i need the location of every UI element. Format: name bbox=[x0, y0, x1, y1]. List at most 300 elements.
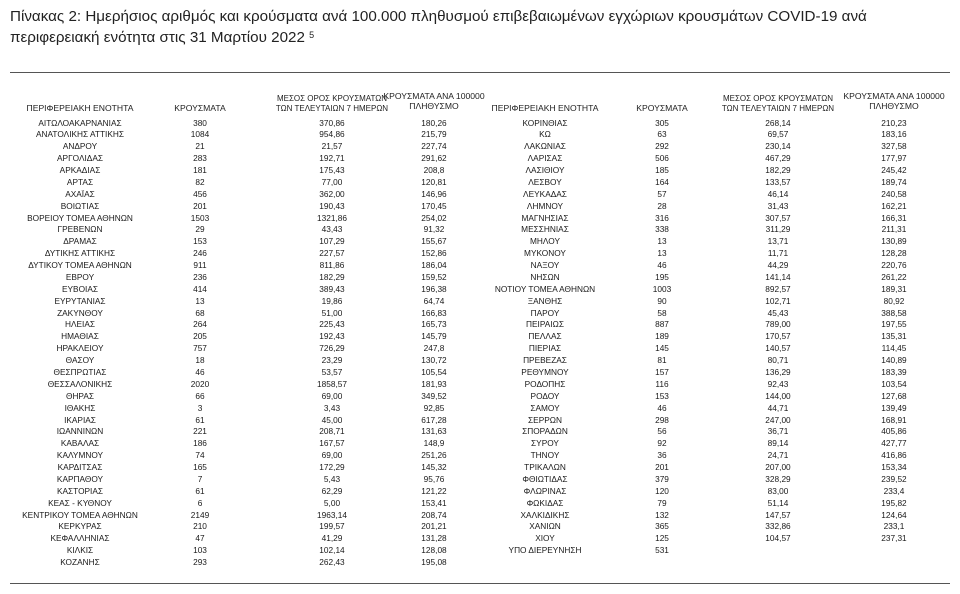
cases-value: 201 bbox=[193, 200, 207, 211]
seven-day-avg-value: 133,57 bbox=[765, 176, 791, 187]
seven-day-avg-value: 77,00 bbox=[321, 176, 343, 187]
cases-per-100k-value: 189,31 bbox=[881, 283, 907, 294]
cases-value: 365 bbox=[655, 521, 669, 532]
unit-name: ΗΜΑΘΙΑΣ bbox=[61, 331, 99, 342]
cases-per-100k-value: 177,97 bbox=[881, 153, 907, 164]
cases-value: 157 bbox=[655, 366, 669, 377]
table-row bbox=[0, 213, 960, 224]
unit-name: ΚΑΡΠΑΘΟΥ bbox=[56, 473, 104, 484]
cases-value: 293 bbox=[193, 557, 207, 568]
cases-per-100k-value: 92,85 bbox=[423, 402, 445, 413]
cases-value: 1503 bbox=[190, 212, 210, 223]
cases-per-100k-value: 162,21 bbox=[881, 200, 907, 211]
cases-value: 379 bbox=[655, 473, 669, 484]
seven-day-avg-value: 192,43 bbox=[319, 331, 345, 342]
seven-day-avg-value: 192,71 bbox=[319, 153, 345, 164]
cases-per-100k-value: 153,34 bbox=[881, 462, 907, 473]
table-row bbox=[0, 260, 960, 271]
seven-day-avg-value: 170,57 bbox=[765, 331, 791, 342]
cases-value: 1084 bbox=[190, 129, 210, 140]
unit-name: ΠΕΙΡΑΙΩΣ bbox=[526, 319, 564, 330]
seven-day-avg-value: 31,43 bbox=[767, 200, 789, 211]
cases-value: 201 bbox=[655, 462, 669, 473]
seven-day-avg-value: 190,43 bbox=[319, 200, 345, 211]
cases-value: 153 bbox=[193, 236, 207, 247]
right-header-per100k-line2: ΠΛΗΘΥΣΜΟ bbox=[869, 100, 919, 111]
seven-day-avg-value: 24,71 bbox=[767, 450, 789, 461]
unit-name: ΛΕΥΚΑΔΑΣ bbox=[523, 188, 567, 199]
cases-per-100k-value: 127,68 bbox=[881, 390, 907, 401]
cases-value: 132 bbox=[655, 509, 669, 520]
cases-per-100k-value: 114,45 bbox=[881, 343, 907, 354]
unit-name: ΗΡΑΚΛΕΙΟΥ bbox=[56, 343, 104, 354]
unit-name: ΛΕΣΒΟΥ bbox=[528, 176, 562, 187]
seven-day-avg-value: 5,00 bbox=[323, 497, 341, 508]
cases-value: 46 bbox=[657, 402, 667, 413]
unit-name: ΚΙΛΚΙΣ bbox=[66, 545, 94, 556]
unit-name: ΑΧΑΪΑΣ bbox=[65, 188, 95, 199]
cases-value: 887 bbox=[655, 319, 669, 330]
unit-name: ΙΚΑΡΙΑΣ bbox=[64, 414, 96, 425]
unit-name: ΑΡΚΑΔΙΑΣ bbox=[59, 165, 101, 176]
seven-day-avg-value: 328,29 bbox=[765, 473, 791, 484]
cases-value: 185 bbox=[655, 165, 669, 176]
table-row bbox=[0, 118, 960, 129]
cases-value: 292 bbox=[655, 141, 669, 152]
table-row bbox=[0, 236, 960, 247]
unit-name: ΝΑΞΟΥ bbox=[530, 260, 560, 271]
unit-name: ΧΑΛΚΙΔΙΚΗΣ bbox=[520, 509, 570, 520]
seven-day-avg-value: 51,14 bbox=[767, 497, 789, 508]
unit-name: ΝΟΤΙΟΥ ΤΟΜΕΑ ΑΘΗΝΩΝ bbox=[494, 283, 596, 294]
seven-day-avg-value: 45,43 bbox=[767, 307, 789, 318]
right-header-avg-line2: ΤΩΝ ΤΕΛΕΥΤΑΙΩΝ 7 ΗΜΕΡΩΝ bbox=[721, 103, 835, 113]
cases-value: 316 bbox=[655, 212, 669, 223]
cases-value: 58 bbox=[657, 307, 667, 318]
seven-day-avg-value: 69,00 bbox=[321, 390, 343, 401]
seven-day-avg-value: 69,57 bbox=[767, 129, 789, 140]
cases-per-100k-value: 240,58 bbox=[881, 188, 907, 199]
seven-day-avg-value: 954,86 bbox=[319, 129, 345, 140]
seven-day-avg-value: 62,29 bbox=[321, 485, 343, 496]
cases-value: 264 bbox=[193, 319, 207, 330]
left-header-per100k-line2: ΠΛΗΘΥΣΜΟ bbox=[409, 100, 459, 111]
cases-value: 18 bbox=[195, 355, 205, 366]
left-header-avg-line2: ΤΩΝ ΤΕΛΕΥΤΑΙΩΝ 7 ΗΜΕΡΩΝ bbox=[275, 103, 389, 113]
cases-value: 120 bbox=[655, 485, 669, 496]
cases-value: 21 bbox=[195, 141, 205, 152]
cases-per-100k-value: 166,83 bbox=[421, 307, 447, 318]
cases-per-100k-value: 146,96 bbox=[421, 188, 447, 199]
seven-day-avg-value: 83,00 bbox=[767, 485, 789, 496]
seven-day-avg-value: 136,29 bbox=[765, 366, 791, 377]
unit-name: ΛΗΜΝΟΥ bbox=[526, 200, 564, 211]
cases-value: 186 bbox=[193, 438, 207, 449]
cases-value: 195 bbox=[655, 271, 669, 282]
cases-value: 3 bbox=[197, 402, 203, 413]
unit-name: ΧΑΝΙΩΝ bbox=[529, 521, 561, 532]
seven-day-avg-value: 69,00 bbox=[321, 450, 343, 461]
seven-day-avg-value: 389,43 bbox=[319, 283, 345, 294]
cases-value: 414 bbox=[193, 283, 207, 294]
cases-per-100k-value: 128,28 bbox=[881, 248, 907, 259]
cases-value: 13 bbox=[195, 295, 205, 306]
cases-value: 298 bbox=[655, 414, 669, 425]
cases-per-100k-value: 251,26 bbox=[421, 450, 447, 461]
cases-per-100k-value: 131,63 bbox=[421, 426, 447, 437]
cases-per-100k-value: 91,32 bbox=[423, 224, 445, 235]
cases-value: 36 bbox=[657, 450, 667, 461]
caption-text: Πίνακας 2: Ημερήσιος αριθμός και κρούσματα ανά 100.000 πληθυσμού επιβεβαιωμένων εγχώριων κρουσμάτων COVID-19 ανά περιφερειακή ενότητα στις 31 Μαρτίου 2022 bbox=[10, 8, 867, 46]
seven-day-avg-value: 23,29 bbox=[321, 355, 343, 366]
cases-per-100k-value: 195,08 bbox=[421, 557, 447, 568]
cases-per-100k-value: 159,52 bbox=[421, 271, 447, 282]
right-header-avg-line1: ΜΕΣΟΣ ΟΡΟΣ ΚΡΟΥΣΜΑΤΩΝ bbox=[722, 94, 834, 103]
unit-name: ΚΑΣΤΟΡΙΑΣ bbox=[56, 485, 104, 496]
cases-value: 531 bbox=[655, 545, 669, 556]
cases-value: 82 bbox=[195, 176, 205, 187]
table-row bbox=[0, 510, 960, 521]
cases-value: 283 bbox=[193, 153, 207, 164]
unit-name: ΗΛΕΙΑΣ bbox=[64, 319, 96, 330]
seven-day-avg-value: 102,14 bbox=[319, 545, 345, 556]
unit-name: ΜΑΓΝΗΣΙΑΣ bbox=[521, 212, 569, 223]
table-row bbox=[0, 355, 960, 366]
cases-value: 145 bbox=[655, 343, 669, 354]
cases-per-100k-value: 247,8 bbox=[423, 343, 445, 354]
cases-per-100k-value: 220,76 bbox=[881, 260, 907, 271]
table-caption bbox=[10, 6, 955, 48]
cases-per-100k-value: 130,89 bbox=[881, 236, 907, 247]
right-header-cases: ΚΡΟΥΣΜΑΤΑ bbox=[636, 103, 688, 113]
cases-value: 13 bbox=[657, 248, 667, 259]
cases-value: 56 bbox=[657, 426, 667, 437]
cases-value: 57 bbox=[657, 188, 667, 199]
cases-per-100k-value: 128,08 bbox=[421, 545, 447, 556]
unit-name: ΚΕΝΤΡΙΚΟΥ ΤΟΜΕΑ ΑΘΗΝΩΝ bbox=[22, 509, 138, 520]
cases-per-100k-value: 124,64 bbox=[881, 509, 907, 520]
cases-per-100k-value: 416,86 bbox=[881, 450, 907, 461]
unit-name: ΚΑΒΑΛΑΣ bbox=[60, 438, 100, 449]
cases-value: 181 bbox=[193, 165, 207, 176]
cases-value: 236 bbox=[193, 271, 207, 282]
table-row bbox=[0, 379, 960, 390]
cases-per-100k-value: 405,86 bbox=[881, 426, 907, 437]
seven-day-avg-value: 208,71 bbox=[319, 426, 345, 437]
cases-value: 79 bbox=[657, 497, 667, 508]
table-row bbox=[0, 521, 960, 532]
seven-day-avg-value: 172,29 bbox=[319, 462, 345, 473]
unit-name: ΣΕΡΡΩΝ bbox=[528, 414, 562, 425]
cases-per-100k-value: 245,42 bbox=[881, 165, 907, 176]
table-row bbox=[0, 391, 960, 402]
unit-name: ΧΙΟΥ bbox=[535, 533, 555, 544]
unit-name: ΓΡΕΒΕΝΩΝ bbox=[57, 224, 103, 235]
cases-per-100k-value: 233,1 bbox=[883, 521, 905, 532]
cases-value: 125 bbox=[655, 533, 669, 544]
unit-name: ΘΑΣΟΥ bbox=[65, 355, 95, 366]
cases-per-100k-value: 64,74 bbox=[423, 295, 445, 306]
seven-day-avg-value: 1858,57 bbox=[317, 378, 347, 389]
cases-per-100k-value: 95,76 bbox=[423, 473, 445, 484]
cases-value: 63 bbox=[657, 129, 667, 140]
table-row bbox=[0, 153, 960, 164]
seven-day-avg-value: 1963,14 bbox=[317, 509, 347, 520]
cases-per-100k-value: 170,45 bbox=[421, 200, 447, 211]
table-top-rule bbox=[10, 72, 950, 73]
seven-day-avg-value: 227,57 bbox=[319, 248, 345, 259]
seven-day-avg-value: 3,43 bbox=[323, 402, 341, 413]
cases-value: 164 bbox=[655, 176, 669, 187]
unit-name: ΒΟΙΩΤΙΑΣ bbox=[60, 200, 100, 211]
seven-day-avg-value: 41,29 bbox=[321, 533, 343, 544]
cases-per-100k-value: 139,49 bbox=[881, 402, 907, 413]
cases-value: 506 bbox=[655, 153, 669, 164]
left-header-unit: ΠΕΡΙΦΕΡΕΙΑΚΗ ΕΝΟΤΗΤΑ bbox=[26, 103, 134, 113]
cases-per-100k-value: 215,79 bbox=[421, 129, 447, 140]
unit-name: ΙΘΑΚΗΣ bbox=[64, 402, 96, 413]
seven-day-avg-value: 362,00 bbox=[319, 188, 345, 199]
cases-value: 2020 bbox=[190, 378, 210, 389]
cases-value: 380 bbox=[193, 117, 207, 128]
seven-day-avg-value: 53,57 bbox=[321, 366, 343, 377]
cases-value: 2149 bbox=[190, 509, 210, 520]
seven-day-avg-value: 51,00 bbox=[321, 307, 343, 318]
unit-name: ΦΩΚΙΔΑΣ bbox=[526, 497, 564, 508]
seven-day-avg-value: 225,43 bbox=[319, 319, 345, 330]
table-row bbox=[0, 557, 960, 568]
unit-name: ΑΡΓΟΛΙΔΑΣ bbox=[57, 153, 103, 164]
unit-name: ΛΑΡΙΣΑΣ bbox=[527, 153, 563, 164]
cases-value: 28 bbox=[657, 200, 667, 211]
unit-name: ΔΥΤΙΚΗΣ ΑΤΤΙΚΗΣ bbox=[44, 248, 116, 259]
seven-day-avg-value: 262,43 bbox=[319, 557, 345, 568]
cases-value: 61 bbox=[195, 414, 205, 425]
seven-day-avg-value: 167,57 bbox=[319, 438, 345, 449]
unit-name: ΛΑΚΩΝΙΑΣ bbox=[524, 141, 566, 152]
cases-per-100k-value: 168,91 bbox=[881, 414, 907, 425]
table-row bbox=[0, 319, 960, 330]
cases-per-100k-value: 105,54 bbox=[421, 366, 447, 377]
unit-name: ΔΥΤΙΚΟΥ ΤΟΜΕΑ ΑΘΗΝΩΝ bbox=[28, 260, 132, 271]
table-row bbox=[0, 248, 960, 259]
unit-name: ΔΡΑΜΑΣ bbox=[63, 236, 97, 247]
right-header-per100k bbox=[832, 92, 956, 111]
unit-name: ΝΗΣΩΝ bbox=[530, 271, 560, 282]
unit-name: ΚΩ bbox=[539, 129, 551, 140]
cases-per-100k-value: 180,26 bbox=[421, 117, 447, 128]
seven-day-avg-value: 80,71 bbox=[767, 355, 789, 366]
cases-per-100k-value: 327,58 bbox=[881, 141, 907, 152]
unit-name: ΚΕΦΑΛΛΗΝΙΑΣ bbox=[50, 533, 110, 544]
seven-day-avg-value: 11,71 bbox=[767, 248, 789, 259]
seven-day-avg-value: 107,29 bbox=[319, 236, 345, 247]
table-row bbox=[0, 545, 960, 556]
table-row bbox=[0, 498, 960, 509]
table-row bbox=[0, 415, 960, 426]
cases-value: 46 bbox=[657, 260, 667, 271]
cases-per-100k-value: 201,21 bbox=[421, 521, 447, 532]
seven-day-avg-value: 104,57 bbox=[765, 533, 791, 544]
cases-value: 221 bbox=[193, 426, 207, 437]
unit-name: ΕΥΒΟΙΑΣ bbox=[61, 283, 99, 294]
unit-name: ΕΥΡΥΤΑΝΙΑΣ bbox=[54, 295, 106, 306]
seven-day-avg-value: 102,71 bbox=[765, 295, 791, 306]
unit-name: ΞΑΝΘΗΣ bbox=[527, 295, 563, 306]
seven-day-avg-value: 332,86 bbox=[765, 521, 791, 532]
unit-name: ΠΕΛΛΑΣ bbox=[528, 331, 562, 342]
seven-day-avg-value: 811,86 bbox=[319, 260, 345, 271]
unit-name: ΣΑΜΟΥ bbox=[530, 402, 560, 413]
seven-day-avg-value: 892,57 bbox=[765, 283, 791, 294]
seven-day-avg-value: 175,43 bbox=[319, 165, 345, 176]
caption-footnote-mark: 5 bbox=[309, 30, 315, 40]
cases-value: 29 bbox=[195, 224, 205, 235]
cases-value: 81 bbox=[657, 355, 667, 366]
unit-name: ΜΥΚΟΝΟΥ bbox=[524, 248, 566, 259]
unit-name: ΣΥΡΟΥ bbox=[531, 438, 559, 449]
cases-per-100k-value: 103,54 bbox=[881, 378, 907, 389]
table-row bbox=[0, 331, 960, 342]
cases-per-100k-value: 227,74 bbox=[421, 141, 447, 152]
cases-value: 757 bbox=[193, 343, 207, 354]
seven-day-avg-value: 5,43 bbox=[323, 473, 341, 484]
unit-name: ΛΑΣΙΘΙΟΥ bbox=[525, 165, 565, 176]
unit-name: ΕΒΡΟΥ bbox=[65, 271, 95, 282]
cases-value: 338 bbox=[655, 224, 669, 235]
seven-day-avg-value: 182,29 bbox=[765, 165, 791, 176]
cases-per-100k-value: 189,74 bbox=[881, 176, 907, 187]
seven-day-avg-value: 230,14 bbox=[765, 141, 791, 152]
seven-day-avg-value: 45,00 bbox=[321, 414, 343, 425]
seven-day-avg-value: 182,29 bbox=[319, 271, 345, 282]
cases-per-100k-value: 140,89 bbox=[881, 355, 907, 366]
seven-day-avg-value: 311,29 bbox=[765, 224, 791, 235]
cases-value: 246 bbox=[193, 248, 207, 259]
table-row bbox=[0, 165, 960, 176]
cases-per-100k-value: 210,23 bbox=[881, 117, 907, 128]
unit-name: ΚΟΖΑΝΗΣ bbox=[60, 557, 100, 568]
seven-day-avg-value: 726,29 bbox=[319, 343, 345, 354]
seven-day-avg-value: 36,71 bbox=[767, 426, 789, 437]
seven-day-avg-value: 89,14 bbox=[767, 438, 789, 449]
cases-value: 66 bbox=[195, 390, 205, 401]
cases-value: 68 bbox=[195, 307, 205, 318]
seven-day-avg-value: 43,43 bbox=[321, 224, 343, 235]
cases-per-100k-value: 261,22 bbox=[881, 271, 907, 282]
unit-name: ΦΛΩΡΙΝΑΣ bbox=[523, 485, 567, 496]
seven-day-avg-value: 21,57 bbox=[321, 141, 343, 152]
cases-per-100k-value: 208,74 bbox=[421, 509, 447, 520]
cases-per-100k-value: 165,73 bbox=[421, 319, 447, 330]
unit-name: ΤΡΙΚΑΛΩΝ bbox=[524, 462, 566, 473]
right-header-per100k-line1: ΚΡΟΥΣΜΑΤΑ ΑΝΑ 100000 bbox=[843, 91, 945, 101]
unit-name: ΡΟΔΟΠΗΣ bbox=[524, 378, 566, 389]
cases-per-100k-value: 197,55 bbox=[881, 319, 907, 330]
table-row bbox=[0, 486, 960, 497]
unit-name: ΒΟΡΕΙΟΥ ΤΟΜΕΑ ΑΘΗΝΩΝ bbox=[27, 212, 133, 223]
table-row bbox=[0, 296, 960, 307]
cases-per-100k-value: 254,02 bbox=[421, 212, 447, 223]
cases-value: 165 bbox=[193, 462, 207, 473]
cases-per-100k-value: 291,62 bbox=[421, 153, 447, 164]
unit-name: ΚΕΡΚΥΡΑΣ bbox=[58, 521, 102, 532]
cases-value: 189 bbox=[655, 331, 669, 342]
cases-value: 116 bbox=[655, 378, 669, 389]
seven-day-avg-value: 140,57 bbox=[765, 343, 791, 354]
cases-value: 7 bbox=[197, 473, 203, 484]
table-row bbox=[0, 462, 960, 473]
unit-name: ΤΗΝΟΥ bbox=[530, 450, 560, 461]
seven-day-avg-value: 141,14 bbox=[765, 271, 791, 282]
cases-per-100k-value: 166,31 bbox=[881, 212, 907, 223]
unit-name: ΣΠΟΡΑΔΩΝ bbox=[522, 426, 568, 437]
unit-name: ΚΕΑΣ - ΚΥΘΝΟΥ bbox=[48, 497, 112, 508]
cases-value: 305 bbox=[655, 117, 669, 128]
unit-name: ΑΝΑΤΟΛΙΚΗΣ ΑΤΤΙΚΗΣ bbox=[35, 129, 125, 140]
seven-day-avg-value: 307,57 bbox=[765, 212, 791, 223]
cases-per-100k-value: 120,81 bbox=[421, 176, 447, 187]
cases-per-100k-value: 617,28 bbox=[421, 414, 447, 425]
unit-name: ΖΑΚΥΝΘΟΥ bbox=[57, 307, 103, 318]
cases-value: 153 bbox=[655, 390, 669, 401]
seven-day-avg-value: 467,29 bbox=[765, 153, 791, 164]
seven-day-avg-value: 199,57 bbox=[319, 521, 345, 532]
unit-name: ΘΕΣΣΑΛΟΝΙΚΗΣ bbox=[47, 378, 113, 389]
cases-value: 61 bbox=[195, 485, 205, 496]
seven-day-avg-value: 13,71 bbox=[767, 236, 789, 247]
seven-day-avg-value: 147,57 bbox=[765, 509, 791, 520]
cases-value: 456 bbox=[193, 188, 207, 199]
seven-day-avg-value: 370,86 bbox=[319, 117, 345, 128]
cases-per-100k-value: 183,16 bbox=[881, 129, 907, 140]
seven-day-avg-value: 268,14 bbox=[765, 117, 791, 128]
table-row bbox=[0, 474, 960, 485]
cases-per-100k-value: 130,72 bbox=[421, 355, 447, 366]
cases-per-100k-value: 183,39 bbox=[881, 366, 907, 377]
cases-per-100k-value: 181,93 bbox=[421, 378, 447, 389]
unit-name: ΑΡΤΑΣ bbox=[66, 176, 94, 187]
unit-name: ΠΡΕΒΕΖΑΣ bbox=[523, 355, 567, 366]
unit-name: ΠΑΡΟΥ bbox=[530, 307, 560, 318]
cases-value: 1003 bbox=[652, 283, 672, 294]
left-header-avg-line1: ΜΕΣΟΣ ΟΡΟΣ ΚΡΟΥΣΜΑΤΩΝ bbox=[276, 94, 388, 103]
unit-name: ΘΕΣΠΡΩΤΙΑΣ bbox=[53, 366, 107, 377]
seven-day-avg-value: 44,71 bbox=[767, 402, 789, 413]
unit-name: ΥΠΟ ΔΙΕΡΕΥΝΗΣΗ bbox=[508, 545, 582, 556]
cases-per-100k-value: 427,77 bbox=[881, 438, 907, 449]
cases-per-100k-value: 145,79 bbox=[421, 331, 447, 342]
cases-per-100k-value: 239,52 bbox=[881, 473, 907, 484]
seven-day-avg-value: 19,86 bbox=[321, 295, 343, 306]
unit-name: ΚΟΡΙΝΘΙΑΣ bbox=[522, 117, 568, 128]
table-row bbox=[0, 201, 960, 212]
left-header-per100k-line1: ΚΡΟΥΣΜΑΤΑ ΑΝΑ 100000 bbox=[383, 91, 485, 101]
cases-value: 46 bbox=[195, 366, 205, 377]
cases-per-100k-value: 388,58 bbox=[881, 307, 907, 318]
table-row bbox=[0, 450, 960, 461]
cases-per-100k-value: 155,67 bbox=[421, 236, 447, 247]
unit-name: ΡΟΔΟΥ bbox=[530, 390, 560, 401]
cases-per-100k-value: 148,9 bbox=[423, 438, 445, 449]
unit-name: ΑΙΤΩΛΟΑΚΑΡΝΑΝΙΑΣ bbox=[38, 117, 122, 128]
cases-per-100k-value: 208,8 bbox=[423, 165, 445, 176]
unit-name: ΦΘΙΩΤΙΔΑΣ bbox=[522, 473, 568, 484]
cases-value: 13 bbox=[657, 236, 667, 247]
table-row bbox=[0, 426, 960, 437]
unit-name: ΠΙΕΡΙΑΣ bbox=[528, 343, 562, 354]
cases-value: 6 bbox=[197, 497, 203, 508]
